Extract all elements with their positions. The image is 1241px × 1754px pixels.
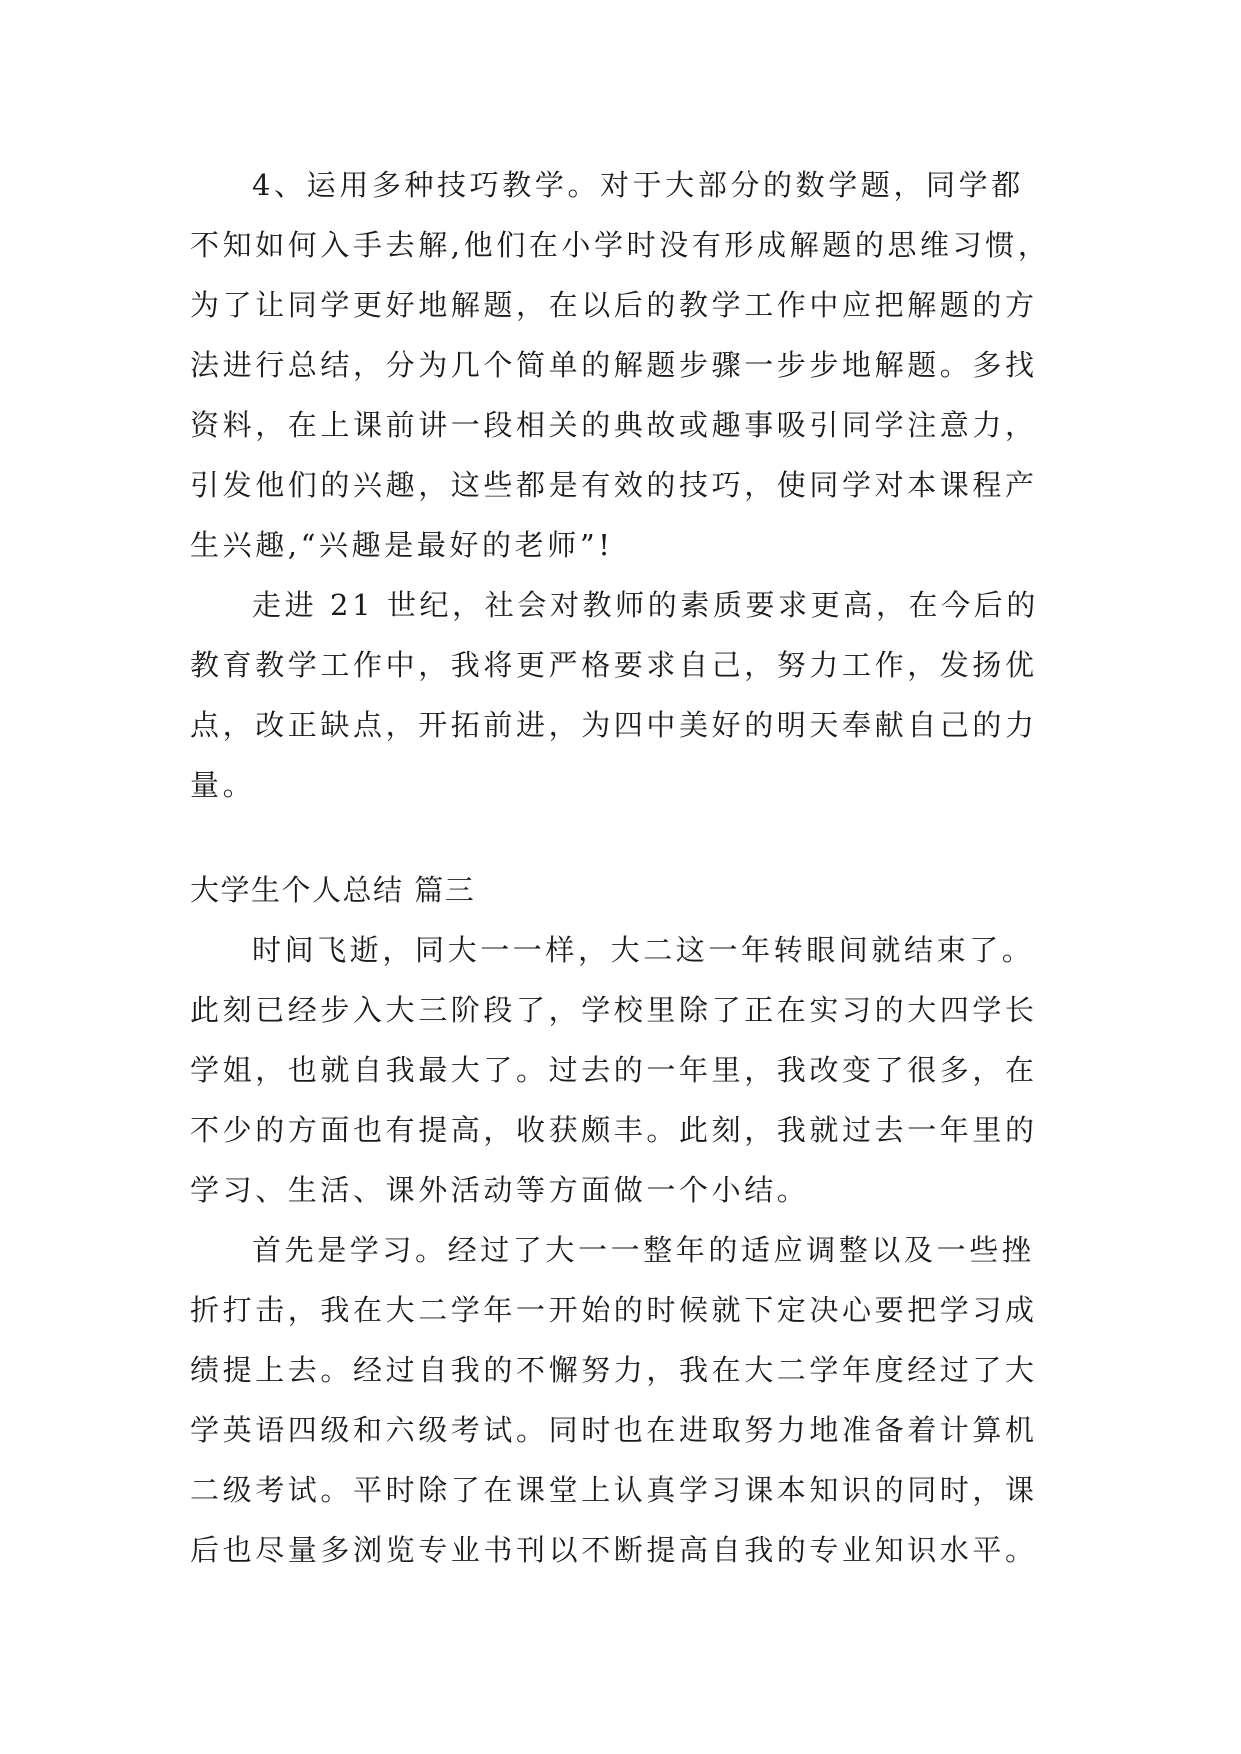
paragraph-line: 绩提上去。经过自我的不懈努力，我在大二学年度经过了大: [190, 1353, 1038, 1387]
paragraph-line: 不少的方面也有提高，收获颇丰。此刻，我就过去一年里的: [190, 1113, 1038, 1147]
paragraph-line: 首先是学习。经过了大一一整年的适应调整以及一些挫: [252, 1233, 1035, 1267]
paragraph-line: 教育教学工作中，我将更严格要求自己，努力工作，发扬优: [190, 648, 1038, 682]
paragraph-line: 资料，在上课前讲一段相关的典故或趣事吸引同学注意力，: [190, 408, 1038, 442]
paragraph-line: 生兴趣,“兴趣是最好的老师”!: [190, 528, 614, 562]
paragraph-line: 折打击，我在大二学年一开始的时候就下定决心要把学习成: [190, 1293, 1038, 1327]
paragraph-line: 学习、生活、课外活动等方面做一个小结。: [190, 1173, 810, 1207]
paragraph-line: 学姐，也就自我最大了。过去的一年里，我改变了很多，在: [190, 1053, 1038, 1087]
paragraph-line: 学英语四级和六级考试。同时也在进取努力地准备着计算机: [190, 1413, 1038, 1447]
paragraph-line: 量。: [190, 768, 256, 802]
paragraph-line: 二级考试。平时除了在课堂上认真学习课本知识的同时，课: [190, 1473, 1038, 1507]
paragraph-line: 后也尽量多浏览专业书刊以不断提高自我的专业知识水平。: [190, 1533, 1038, 1567]
paragraph-line: 时间飞逝，同大一一样，大二这一年转眼间就结束了。: [252, 933, 1035, 967]
paragraph-line: 此刻已经步入大三阶段了，学校里除了正在实习的大四学长: [190, 993, 1038, 1027]
paragraph-line: 不知如何入手去解,他们在小学时没有形成解题的思维习惯，: [190, 228, 1051, 262]
paragraph-line: 引发他们的兴趣，这些都是有效的技巧，使同学对本课程产: [190, 468, 1038, 502]
paragraph-line: 4、运用多种技巧教学。对于大部分的数学题，同学都: [252, 168, 1024, 202]
paragraph-line: 为了让同学更好地解题，在以后的教学工作中应把解题的方: [190, 288, 1038, 322]
section-heading: 大学生个人总结 篇三: [190, 873, 476, 907]
paragraph-line: 法进行总结，分为几个简单的解题步骤一步步地解题。多找: [190, 348, 1038, 382]
paragraph-line: 走进 21 世纪，社会对教师的素质要求更高，在今后的: [252, 588, 1039, 622]
paragraph-line: 点，改正缺点，开拓前进，为四中美好的明天奉献自己的力: [190, 708, 1038, 742]
